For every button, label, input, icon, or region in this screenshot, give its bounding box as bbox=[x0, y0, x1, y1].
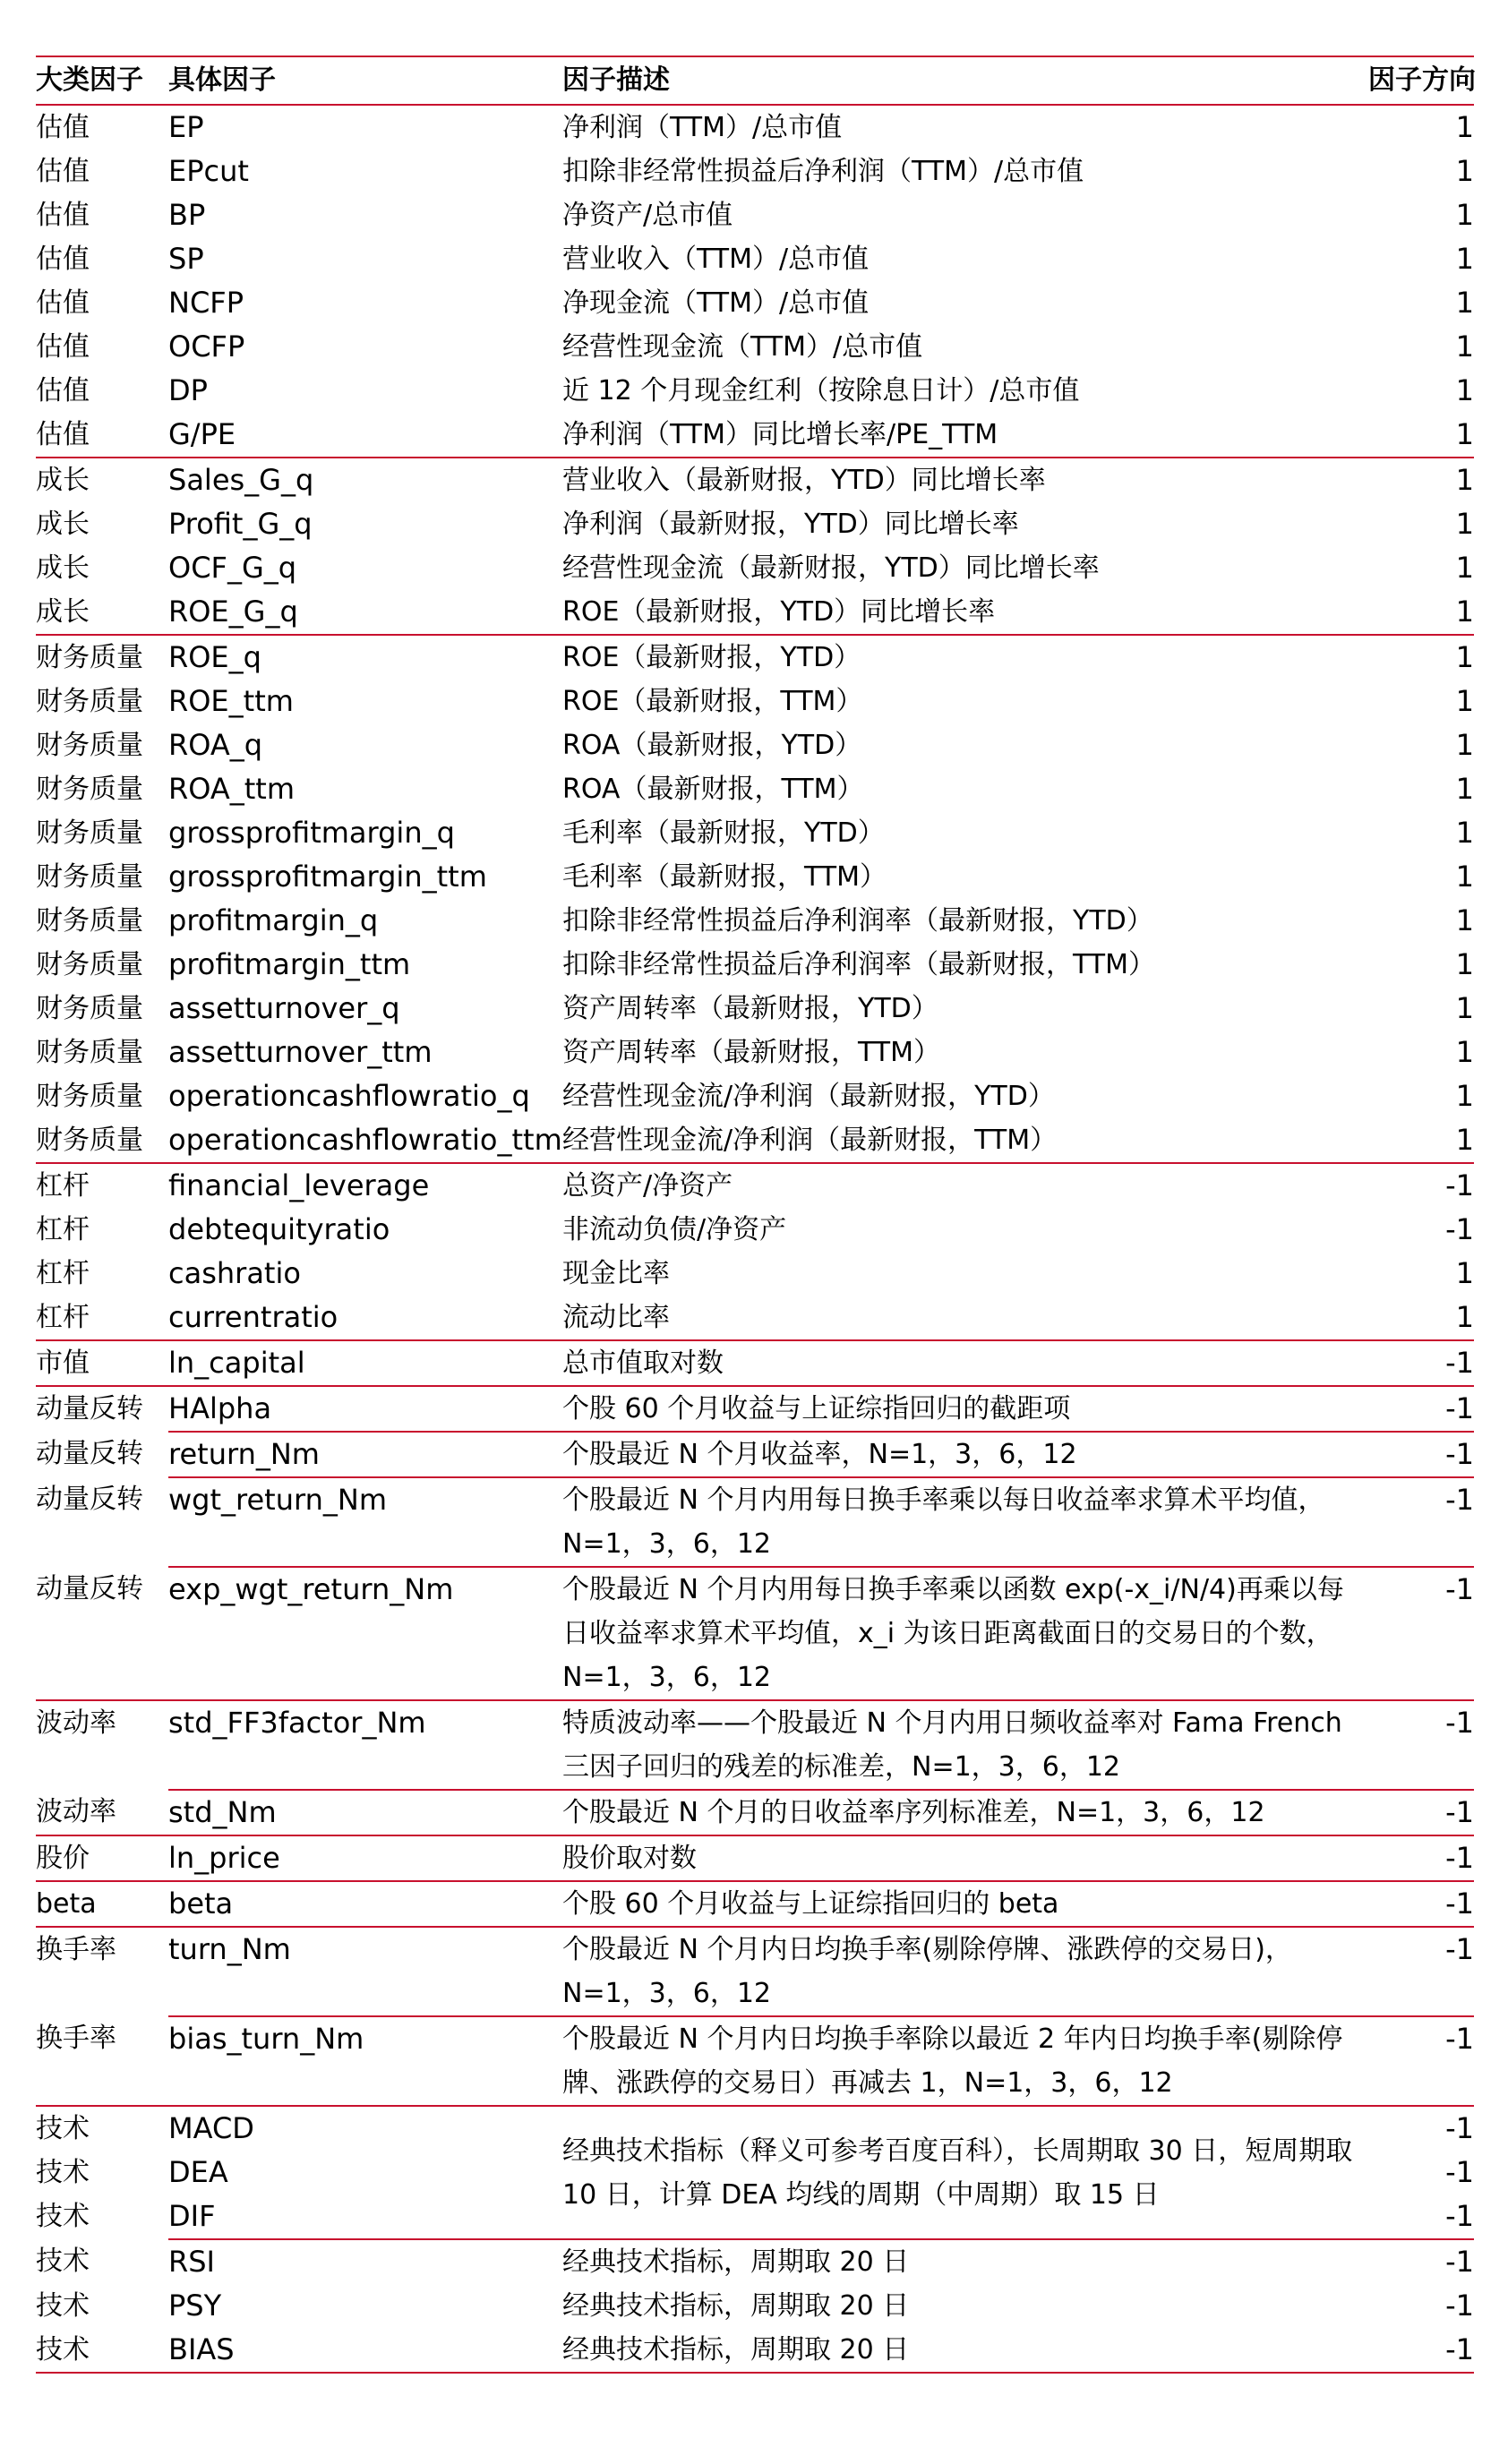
factor-cell: DIF bbox=[168, 2199, 216, 2233]
description-cell: 经营性现金流/净利润（最新财报，YTD） bbox=[562, 1081, 1055, 1112]
factor-cell: PSY bbox=[168, 2289, 222, 2323]
description-cell: 经典技术指标（释义可参考百度百科），长周期取 30 日，短周期取 10 日，计算 DEA 均线的周期（中周期）取 15 日 bbox=[562, 2106, 1368, 2239]
direction-cell: 1 bbox=[1455, 728, 1474, 762]
description-cell: ROE（最新财报，TTM） bbox=[562, 686, 863, 717]
category-cell: 技术 bbox=[36, 2246, 90, 2277]
table-row bbox=[36, 2284, 1474, 2328]
direction-cell: -1 bbox=[1368, 1835, 1474, 1881]
factor-cell: EP bbox=[168, 110, 204, 144]
direction-cell: 1 bbox=[1455, 242, 1474, 276]
direction-cell: 1 bbox=[1455, 991, 1474, 1025]
description-cell: 特质波动率——个股最近 N 个月内用日频收益率对 Fama French 三因子回归的残差的标准差，N=1，3，6，12 bbox=[562, 1700, 1368, 1790]
table-row bbox=[36, 413, 1474, 458]
factor-cell: ln_capital bbox=[168, 1340, 562, 1386]
description-cell: 经典技术指标，周期取 20 日 bbox=[562, 2328, 1368, 2373]
description-cell: 净利润（TTM）同比增长率/PE_TTM bbox=[562, 419, 998, 450]
table-row bbox=[36, 1296, 1474, 1340]
direction-cell: 1 bbox=[1368, 635, 1474, 680]
direction-cell: -1 bbox=[1368, 1567, 1474, 1700]
header-factor: 具体因子 bbox=[168, 56, 562, 105]
direction-cell: -1 bbox=[1368, 2106, 1474, 2151]
direction-cell: 1 bbox=[1455, 903, 1474, 937]
description-cell: 扣除非经常性损益后净利润（TTM）/总市值 bbox=[562, 156, 1084, 187]
table-row bbox=[36, 281, 1474, 325]
category-cell: 财务质量 bbox=[36, 774, 143, 805]
category-cell: 杠杆 bbox=[36, 1258, 90, 1289]
description-cell: 净现金流（TTM）/总市值 bbox=[562, 287, 870, 319]
description-cell: 总资产/净资产 bbox=[562, 1163, 1368, 1208]
direction-cell: 1 bbox=[1455, 507, 1474, 541]
description-cell: 毛利率（最新财报，YTD） bbox=[562, 817, 885, 849]
direction-cell: -1 bbox=[1368, 2328, 1474, 2373]
factor-cell: G/PE bbox=[168, 417, 236, 451]
description-cell: 个股最近 N 个月内用每日换手率乘以函数 exp(-x_i/N/4)再乘以每日收益率求算术平均值，x_i 为该日距离截面日的交易日的个数，N=1，3，6，12 bbox=[562, 1567, 1368, 1700]
table-row bbox=[36, 1477, 1474, 1567]
factor-cell: wgt_return_Nm bbox=[168, 1477, 562, 1567]
direction-cell: 1 bbox=[1455, 1123, 1474, 1157]
description-cell: 经营性现金流（TTM）/总市值 bbox=[562, 331, 923, 363]
factor-cell: currentratio bbox=[168, 1300, 338, 1334]
factor-cell: operationcashflowratio_ttm bbox=[168, 1123, 562, 1157]
table-row bbox=[36, 855, 1474, 899]
direction-cell: -1 bbox=[1368, 1432, 1474, 1477]
direction-cell: -1 bbox=[1368, 1386, 1474, 1432]
table-row bbox=[36, 502, 1474, 546]
description-cell: 股价取对数 bbox=[562, 1835, 1368, 1881]
table-row bbox=[36, 193, 1474, 237]
description-cell: 净利润（TTM）/总市值 bbox=[562, 112, 843, 143]
header-direction: 因子方向 bbox=[1368, 56, 1474, 105]
category-cell: 动量反转 bbox=[36, 1484, 143, 1515]
category-cell: 动量反转 bbox=[36, 1573, 143, 1604]
direction-cell: 1 bbox=[1455, 198, 1474, 232]
direction-cell: -1 bbox=[1445, 2155, 1474, 2189]
category-cell: 动量反转 bbox=[36, 1438, 143, 1469]
table-row bbox=[36, 635, 1474, 680]
factor-cell: return_Nm bbox=[168, 1432, 562, 1477]
factor-cell: DEA bbox=[168, 2155, 228, 2189]
table-row bbox=[36, 1567, 1474, 1700]
category-cell: 财务质量 bbox=[36, 817, 143, 849]
factor-cell: Profit_G_q bbox=[168, 507, 313, 541]
category-cell: 市值 bbox=[36, 1340, 168, 1386]
direction-cell: 1 bbox=[1455, 595, 1474, 629]
direction-cell: 1 bbox=[1455, 417, 1474, 451]
direction-cell: -1 bbox=[1368, 1700, 1474, 1790]
category-cell: 技术 bbox=[36, 2290, 90, 2322]
description-cell: 个股最近 N 个月内日均换手率(剔除停牌、涨跌停的交易日)，N=1，3，6，12 bbox=[562, 1927, 1368, 2016]
category-cell: 估值 bbox=[36, 331, 90, 363]
category-cell: 财务质量 bbox=[36, 730, 143, 761]
table-row bbox=[36, 1927, 1474, 2016]
description-cell: 净利润（最新财报，YTD）同比增长率 bbox=[562, 509, 1019, 540]
description-cell: 经营性现金流（最新财报，YTD）同比增长率 bbox=[562, 552, 1100, 584]
table-body bbox=[36, 105, 1474, 2373]
direction-cell: 1 bbox=[1455, 110, 1474, 144]
category-cell: 技术 bbox=[36, 2157, 90, 2188]
direction-cell: 1 bbox=[1455, 1035, 1474, 1069]
table-row bbox=[36, 899, 1474, 943]
direction-cell: 1 bbox=[1455, 816, 1474, 850]
description-cell: 经典技术指标，周期取 20 日 bbox=[562, 2290, 910, 2322]
direction-cell: 1 bbox=[1455, 1300, 1474, 1334]
table-row bbox=[36, 1074, 1474, 1118]
table-row bbox=[36, 723, 1474, 767]
factor-cell: operationcashflowratio_q bbox=[168, 1079, 530, 1113]
table-header bbox=[36, 56, 1474, 105]
category-cell: 财务质量 bbox=[36, 635, 168, 680]
factor-cell: grossprofitmargin_q bbox=[168, 816, 455, 850]
table-row bbox=[36, 590, 1474, 635]
category-cell: 股价 bbox=[36, 1835, 168, 1881]
table-row bbox=[36, 105, 1474, 150]
description-cell: ROA（最新财报，TTM） bbox=[562, 774, 864, 805]
direction-cell: 1 bbox=[1455, 947, 1474, 981]
table-row bbox=[36, 1208, 1474, 1252]
header-row bbox=[36, 56, 1474, 105]
factor-cell: turn_Nm bbox=[168, 1927, 562, 2016]
table-row bbox=[36, 2328, 1474, 2373]
table-row bbox=[36, 1386, 1474, 1432]
factor-cell: RSI bbox=[168, 2239, 562, 2284]
description-cell: 营业收入（最新财报，YTD）同比增长率 bbox=[562, 458, 1368, 502]
category-cell: 估值 bbox=[36, 419, 90, 450]
factor-cell: EPcut bbox=[168, 154, 249, 188]
direction-cell: -1 bbox=[1445, 2199, 1474, 2233]
direction-cell: 1 bbox=[1455, 684, 1474, 718]
table-row bbox=[36, 680, 1474, 723]
table-row bbox=[36, 2106, 1474, 2151]
table-row bbox=[36, 1835, 1474, 1881]
category-cell: 成长 bbox=[36, 596, 90, 628]
category-cell: 成长 bbox=[36, 458, 168, 502]
category-cell: 技术 bbox=[36, 2201, 90, 2232]
description-cell: 个股最近 N 个月的日收益率序列标准差，N=1，3，6，12 bbox=[562, 1790, 1368, 1835]
category-cell: 估值 bbox=[36, 244, 90, 275]
description-cell: 个股最近 N 个月内用每日换手率乘以每日收益率求算术平均值，N=1，3，6，12 bbox=[562, 1477, 1368, 1567]
direction-cell: 1 bbox=[1455, 373, 1474, 407]
direction-cell: -1 bbox=[1368, 1927, 1474, 2016]
category-cell: 波动率 bbox=[36, 1700, 168, 1790]
description-cell: ROA（最新财报，YTD） bbox=[562, 730, 862, 761]
factor-cell: grossprofitmargin_ttm bbox=[168, 860, 487, 894]
table-row bbox=[36, 1118, 1474, 1163]
direction-cell: 1 bbox=[1455, 154, 1474, 188]
table-row bbox=[36, 325, 1474, 369]
table-row bbox=[36, 987, 1474, 1031]
table-row bbox=[36, 458, 1474, 502]
factor-cell: BIAS bbox=[168, 2328, 562, 2373]
category-cell: 财务质量 bbox=[36, 861, 143, 893]
factor-cell: ROA_ttm bbox=[168, 772, 296, 806]
category-cell: 财务质量 bbox=[36, 1125, 143, 1156]
description-cell: 毛利率（最新财报，TTM） bbox=[562, 861, 887, 893]
table-row bbox=[36, 1163, 1474, 1208]
direction-cell: 1 bbox=[1455, 1256, 1474, 1290]
description-cell: 非流动负债/净资产 bbox=[562, 1214, 787, 1245]
factor-cell: profitmargin_ttm bbox=[168, 947, 411, 981]
direction-cell: 1 bbox=[1455, 286, 1474, 320]
table-row bbox=[36, 767, 1474, 811]
factor-cell: SP bbox=[168, 242, 204, 276]
category-cell: 财务质量 bbox=[36, 949, 143, 980]
category-cell: 财务质量 bbox=[36, 993, 143, 1024]
table-row bbox=[36, 1031, 1474, 1074]
table-row bbox=[36, 237, 1474, 281]
factor-cell: financial_leverage bbox=[168, 1163, 562, 1208]
table-row bbox=[36, 1700, 1474, 1790]
factor-cell: ROA_q bbox=[168, 728, 263, 762]
category-cell: 财务质量 bbox=[36, 905, 143, 937]
description-cell: 资产周转率（最新财报，YTD） bbox=[562, 993, 938, 1024]
direction-cell: -1 bbox=[1445, 2289, 1474, 2323]
direction-cell: 1 bbox=[1455, 772, 1474, 806]
table-row bbox=[36, 1340, 1474, 1386]
factor-cell: BP bbox=[168, 198, 206, 232]
table-row bbox=[36, 2239, 1474, 2284]
category-cell: 动量反转 bbox=[36, 1386, 168, 1432]
category-cell: 财务质量 bbox=[36, 686, 143, 717]
category-cell: 财务质量 bbox=[36, 1081, 143, 1112]
factor-cell: cashratio bbox=[168, 1256, 301, 1290]
factor-cell: exp_wgt_return_Nm bbox=[168, 1567, 562, 1700]
direction-cell: 1 bbox=[1455, 329, 1474, 364]
factor-cell: MACD bbox=[168, 2106, 562, 2151]
factor-cell: std_FF3factor_Nm bbox=[168, 1700, 562, 1790]
factor-table bbox=[36, 56, 1474, 2374]
factor-cell: bias_turn_Nm bbox=[168, 2016, 562, 2106]
direction-cell: -1 bbox=[1368, 1340, 1474, 1386]
description-cell: ROE（最新财报，YTD）同比增长率 bbox=[562, 596, 996, 628]
table-row bbox=[36, 1432, 1474, 1477]
factor-cell: beta bbox=[168, 1881, 562, 1927]
category-cell: 换手率 bbox=[36, 2023, 116, 2054]
category-cell: 财务质量 bbox=[36, 1037, 143, 1068]
description-cell: 流动比率 bbox=[562, 1302, 670, 1333]
table-row bbox=[36, 1790, 1474, 1835]
factor-cell: profitmargin_q bbox=[168, 903, 379, 937]
description-cell: 个股 60 个月收益与上证综指回归的 beta bbox=[562, 1881, 1368, 1927]
description-cell: 营业收入（TTM）/总市值 bbox=[562, 244, 870, 275]
header-category: 大类因子 bbox=[36, 56, 168, 105]
factor-cell: std_Nm bbox=[168, 1790, 562, 1835]
description-cell: ROE（最新财报，YTD） bbox=[562, 635, 1368, 680]
category-cell: 杠杆 bbox=[36, 1214, 90, 1245]
direction-cell: -1 bbox=[1368, 1881, 1474, 1927]
direction-cell: -1 bbox=[1368, 1163, 1474, 1208]
category-cell: 估值 bbox=[36, 287, 90, 319]
table-row bbox=[36, 546, 1474, 590]
description-cell: 扣除非经常性损益后净利润率（最新财报，YTD） bbox=[562, 905, 1153, 937]
description-cell: 个股最近 N 个月收益率，N=1，3，6，12 bbox=[562, 1432, 1368, 1477]
factor-cell: OCF_G_q bbox=[168, 551, 297, 585]
factor-cell: assetturnover_ttm bbox=[168, 1035, 433, 1069]
table-row bbox=[36, 1252, 1474, 1296]
category-cell: 换手率 bbox=[36, 1927, 168, 2016]
category-cell: 估值 bbox=[36, 375, 90, 406]
description-cell: 现金比率 bbox=[562, 1258, 670, 1289]
description-cell: 扣除非经常性损益后净利润率（最新财报，TTM） bbox=[562, 949, 1156, 980]
description-cell: 近 12 个月现金红利（按除息日计）/总市值 bbox=[562, 375, 1080, 406]
factor-cell: ln_price bbox=[168, 1835, 562, 1881]
table-row bbox=[36, 369, 1474, 413]
table-row bbox=[36, 150, 1474, 193]
category-cell: 估值 bbox=[36, 200, 90, 231]
description-cell: 个股 60 个月收益与上证综指回归的截距项 bbox=[562, 1386, 1368, 1432]
direction-cell: 1 bbox=[1368, 458, 1474, 502]
direction-cell: -1 bbox=[1368, 2239, 1474, 2284]
category-cell: 成长 bbox=[36, 509, 90, 540]
header-description: 因子描述 bbox=[562, 56, 1368, 105]
factor-cell: HAlpha bbox=[168, 1386, 562, 1432]
factor-cell: ROE_q bbox=[168, 635, 562, 680]
direction-cell: -1 bbox=[1368, 2016, 1474, 2106]
description-cell: 经营性现金流/净利润（最新财报，TTM） bbox=[562, 1125, 1058, 1156]
factor-cell: ROE_G_q bbox=[168, 595, 298, 629]
description-cell: 个股最近 N 个月内日均换手率除以最近 2 年内日均换手率(剔除停牌、涨跌停的交易日）再减去 1，N=1，3，6，12 bbox=[562, 2016, 1368, 2106]
direction-cell: 1 bbox=[1455, 860, 1474, 894]
factor-cell: ROE_ttm bbox=[168, 684, 294, 718]
table-row bbox=[36, 811, 1474, 855]
category-cell: 成长 bbox=[36, 552, 90, 584]
category-cell: 杠杆 bbox=[36, 1163, 168, 1208]
category-cell: 估值 bbox=[36, 112, 90, 143]
description-cell: 资产周转率（最新财报，TTM） bbox=[562, 1037, 941, 1068]
table-row bbox=[36, 2016, 1474, 2106]
factor-cell: debtequityratio bbox=[168, 1212, 390, 1246]
direction-cell: 1 bbox=[1455, 551, 1474, 585]
direction-cell: -1 bbox=[1368, 1477, 1474, 1567]
direction-cell: 1 bbox=[1455, 1079, 1474, 1113]
direction-cell: -1 bbox=[1368, 1790, 1474, 1835]
category-cell: 技术 bbox=[36, 2328, 168, 2373]
factor-cell: OCFP bbox=[168, 329, 245, 364]
description-cell: 总市值取对数 bbox=[562, 1340, 1368, 1386]
factor-cell: NCFP bbox=[168, 286, 244, 320]
factor-cell: Sales_G_q bbox=[168, 458, 562, 502]
category-cell: beta bbox=[36, 1881, 168, 1927]
category-cell: 杠杆 bbox=[36, 1302, 90, 1333]
table-row bbox=[36, 943, 1474, 987]
category-cell: 波动率 bbox=[36, 1796, 116, 1827]
category-cell: 估值 bbox=[36, 156, 90, 187]
factor-cell: assetturnover_q bbox=[168, 991, 400, 1025]
direction-cell: -1 bbox=[1445, 1212, 1474, 1246]
table-row bbox=[36, 1881, 1474, 1927]
description-cell: 经典技术指标，周期取 20 日 bbox=[562, 2239, 1368, 2284]
description-cell: 净资产/总市值 bbox=[562, 200, 733, 231]
category-cell: 技术 bbox=[36, 2106, 168, 2151]
factor-cell: DP bbox=[168, 373, 208, 407]
